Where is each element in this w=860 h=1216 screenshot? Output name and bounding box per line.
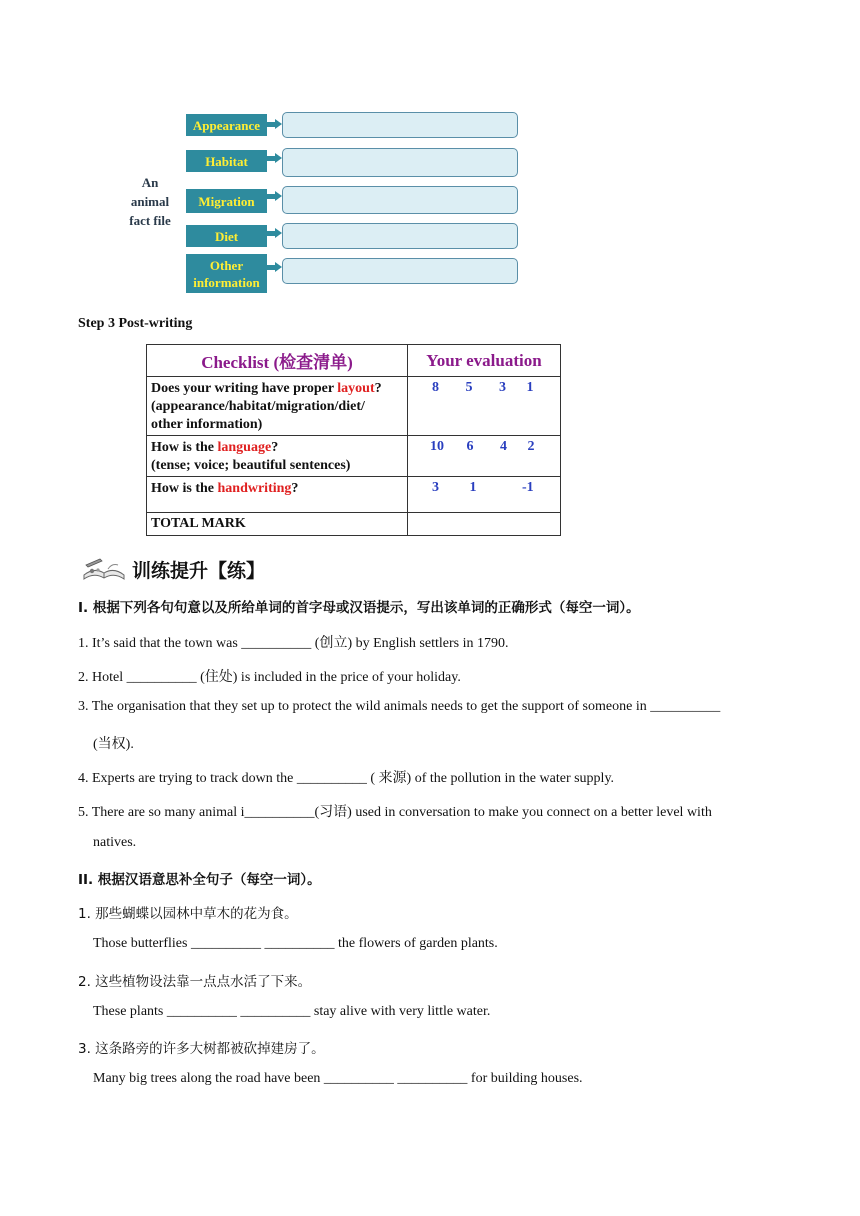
exercise-item: 2. Hotel __________ (住处) is included in the price of your holiday. xyxy=(78,670,461,685)
criterion-cell xyxy=(147,436,408,477)
fact-file-label-line: animal xyxy=(130,194,170,209)
score-option[interactable]: 5 xyxy=(465,380,473,395)
criterion-cell xyxy=(147,377,408,436)
criterion-text: Does your writing have proper xyxy=(151,381,338,396)
score-options-cell xyxy=(408,477,561,513)
translation-sentence: Many big trees along the road have been __________ __________ for building houses. xyxy=(93,1071,583,1086)
criterion-detail: other information) xyxy=(151,417,263,432)
practice-section-header xyxy=(78,552,265,586)
score-option[interactable]: 10 xyxy=(430,439,444,454)
habitat-input-box[interactable] xyxy=(282,148,518,177)
criterion-detail: (appearance/habitat/migration/diet/ xyxy=(151,399,365,414)
category-appearance xyxy=(186,114,267,136)
part2-title: II. 根据汉语意思补全句子（每空一词）。 xyxy=(78,872,321,888)
arrow-icon xyxy=(267,119,282,130)
criterion-keyword: layout xyxy=(337,381,375,396)
score-option[interactable]: 3 xyxy=(432,480,439,495)
category-label: Migration xyxy=(198,193,255,209)
criterion-text: ? xyxy=(271,440,279,455)
exercise-item-continued: natives. xyxy=(93,835,137,850)
fact-file-label xyxy=(122,173,178,230)
checklist-row-layout xyxy=(147,377,561,436)
criterion-cell xyxy=(147,477,408,513)
fact-file-label-line: fact file xyxy=(129,213,171,228)
category-diet xyxy=(186,225,267,247)
exercise-item: 5. There are so many animal i__________(习语) used in conversation to make you connect on a better level with xyxy=(78,805,712,820)
translation-prompt: 3. 这条路旁的许多大树都被砍掉建房了。 xyxy=(78,1041,325,1057)
criterion-detail: (tense; voice; beautiful sentences) xyxy=(151,458,351,473)
category-label: Other xyxy=(209,257,244,273)
category-other-information xyxy=(186,254,267,293)
arrow-icon xyxy=(267,153,282,164)
criterion-text: ? xyxy=(374,381,382,396)
arrow-icon xyxy=(267,262,282,273)
score-option[interactable]: 8 xyxy=(432,380,439,395)
score-options-cell xyxy=(408,436,561,477)
appearance-input-box[interactable] xyxy=(282,112,518,138)
diet-input-box[interactable] xyxy=(282,223,518,249)
step3-heading: Step 3 Post-writing xyxy=(78,316,193,331)
exercise-item: 3. The organisation that they set up to protect the wild animals needs to get the support of someone in __________ xyxy=(78,699,721,714)
category-label: Habitat xyxy=(205,153,248,169)
score-option[interactable]: 4 xyxy=(500,439,507,454)
criterion-text: ? xyxy=(291,481,299,496)
translation-sentence: These plants __________ __________ stay alive with very little water. xyxy=(93,1004,491,1019)
category-label: Appearance xyxy=(192,117,261,133)
checklist-table xyxy=(146,344,561,536)
evaluation-header-cell: Your evaluation xyxy=(408,345,561,377)
exercise-item: 4. Experts are trying to track down the __________ ( 来源) of the pollution in the water supply. xyxy=(78,771,615,786)
total-mark-cell[interactable] xyxy=(408,513,561,536)
total-mark-label: TOTAL MARK xyxy=(147,513,408,536)
category-habitat xyxy=(186,150,267,172)
book-pen-icon xyxy=(78,555,128,583)
checklist-header-row xyxy=(147,345,561,377)
animal-fact-file-diagram xyxy=(0,0,860,300)
checklist-row-handwriting xyxy=(147,477,561,513)
score-option[interactable]: 2 xyxy=(527,439,535,454)
score-option[interactable]: 3 xyxy=(499,380,506,395)
checklist-header-cell: Checklist (检查清单) xyxy=(147,345,408,377)
checklist-row-language xyxy=(147,436,561,477)
arrow-icon xyxy=(267,191,282,202)
criterion-keyword: language xyxy=(217,440,272,455)
score-option[interactable]: -1 xyxy=(522,480,534,495)
criterion-text: How is the xyxy=(151,481,218,496)
exercise-item: 1. It’s said that the town was __________ (创立) by English settlers in 1790. xyxy=(78,636,509,651)
migration-input-box[interactable] xyxy=(282,186,518,214)
translation-prompt: 1. 那些蝴蝶以园林中草木的花为食。 xyxy=(78,906,298,922)
criterion-keyword: handwriting xyxy=(217,481,292,496)
exercise-item-continued: (当权). xyxy=(93,737,134,752)
practice-section-title: 训练提升【练】 xyxy=(132,559,266,582)
score-option[interactable]: 1 xyxy=(469,480,477,495)
criterion-text: How is the xyxy=(151,440,218,455)
arrow-icon xyxy=(267,228,282,239)
other-information-input-box[interactable] xyxy=(282,258,518,284)
category-label: Diet xyxy=(214,228,239,244)
category-label: information xyxy=(193,274,260,290)
checklist-total-row xyxy=(147,513,561,536)
score-options-cell xyxy=(408,377,561,436)
part1-title: I. 根据下列各句句意以及所给单词的首字母或汉语提示，写出该单词的正确形式（每空一词）。 xyxy=(78,600,640,616)
fact-file-label-line: An xyxy=(141,175,159,190)
score-option[interactable]: 1 xyxy=(526,380,534,395)
translation-prompt: 2. 这些植物设法靠一点点水活了下来。 xyxy=(78,974,312,990)
translation-sentence: Those butterflies __________ __________ the flowers of garden plants. xyxy=(93,936,498,951)
category-migration xyxy=(186,189,267,213)
score-option[interactable]: 6 xyxy=(466,439,474,454)
